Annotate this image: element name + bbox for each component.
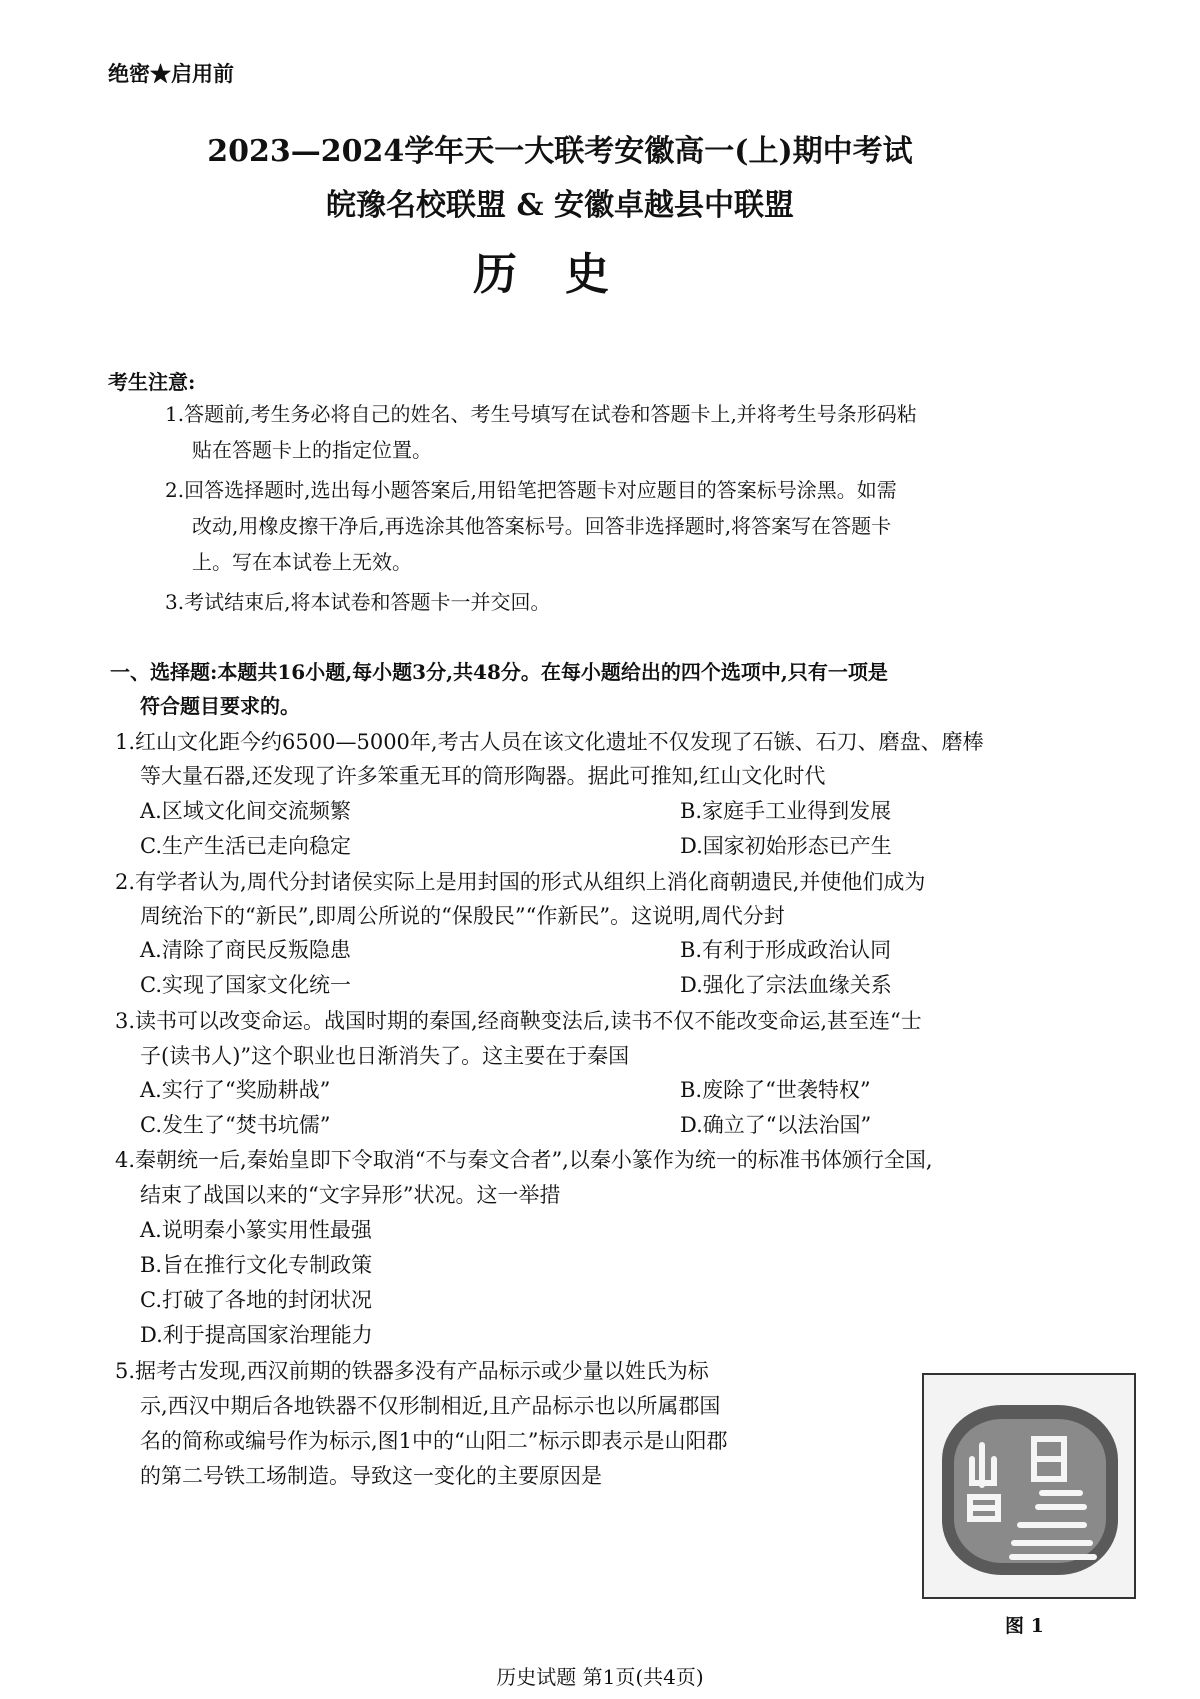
question-2-stem-cont: 周统治下的“新民”,即周公所说的“保殷民”“作新民”。这说明,周代分封 xyxy=(140,904,785,928)
question-2-option-b: B.有利于形成政治认同 xyxy=(680,938,892,962)
figure-caption: 图 1 xyxy=(1005,1615,1044,1637)
notice-line: 1.答题前,考生务必将自己的姓名、考生号填写在试卷和答题卡上,并将考生号条形码粘 xyxy=(165,402,917,426)
question-3-option-a: A.实行了“奖励耕战” xyxy=(140,1078,331,1102)
question-1-stem: 1.红山文化距今约6500—5000年,考古人员在该文化遗址不仅发现了石镞、石刀、磨盘、磨棒 xyxy=(115,730,984,754)
question-5-stem-cont: 的第二号铁工场制造。导致这一变化的主要原因是 xyxy=(140,1464,602,1488)
section-heading: 一、选择题:本题共16小题,每小题3分,共48分。在每小题给出的四个选项中,只有一项是 xyxy=(110,660,888,684)
notice-line: 3.考试结束后,将本试卷和答题卡一并交回。 xyxy=(165,590,551,614)
question-2-option-c: C.实现了国家文化统一 xyxy=(140,973,351,997)
question-3-stem: 3.读书可以改变命运。战国时期的秦国,经商鞅变法后,读书不仅不能改变命运,甚至连“士 xyxy=(115,1009,922,1033)
subject-title: 历史 xyxy=(473,249,657,300)
exam-subtitle: 皖豫名校联盟 & 安徽卓越县中联盟 xyxy=(326,188,794,223)
question-2-stem: 2.有学者认为,周代分封诸侯实际上是用封国的形式从组织上消化商朝遗民,并使他们成为 xyxy=(115,870,926,894)
question-4-option-b: B.旨在推行文化专制政策 xyxy=(140,1253,373,1277)
question-4-stem-cont: 结束了战国以来的“文字异形”状况。这一举措 xyxy=(140,1183,561,1207)
notice-line: 上。写在本试卷上无效。 xyxy=(192,550,412,574)
question-5-stem-cont: 示,西汉中期后各地铁器不仅形制相近,且产品标示也以所属郡国 xyxy=(140,1394,721,1418)
question-1-option-b: B.家庭手工业得到发展 xyxy=(680,799,892,823)
figure-1-image xyxy=(922,1373,1136,1599)
question-1-stem-cont: 等大量石器,还发现了许多笨重无耳的筒形陶器。据此可推知,红山文化时代 xyxy=(140,764,826,788)
question-2-option-a: A.清除了商民反叛隐患 xyxy=(140,938,351,962)
notice-line: 改动,用橡皮擦干净后,再选涂其他答案标号。回答非选择题时,将答案写在答题卡 xyxy=(192,514,892,538)
question-5-stem-cont: 名的简称或编号作为标示,图1中的“山阳二”标示即表示是山阳郡 xyxy=(140,1429,728,1453)
exam-title: 2023—2024学年天一大联考安徽高一(上)期中考试 xyxy=(207,134,913,169)
question-4-stem: 4.秦朝统一后,秦始皇即下令取消“不与秦文合者”,以秦小篆作为统一的标准书体颁行全国, xyxy=(115,1148,933,1172)
page-footer: 历史试题 第1页(共4页) xyxy=(496,1665,704,1689)
question-4-option-a: A.说明秦小篆实用性最强 xyxy=(140,1218,372,1242)
question-4-option-d: D.利于提高国家治理能力 xyxy=(140,1323,373,1347)
question-4-option-c: C.打破了各地的封闭状况 xyxy=(140,1288,372,1312)
question-1-option-c: C.生产生活已走向稳定 xyxy=(140,834,351,858)
question-3-option-d: D.确立了“以法治国” xyxy=(680,1113,872,1137)
question-1-option-d: D.国家初始形态已产生 xyxy=(680,834,892,858)
question-3-stem-cont: 子(读书人)”这个职业也日渐消失了。这主要在于秦国 xyxy=(140,1044,630,1068)
confidential-label: 绝密★启用前 xyxy=(108,61,234,86)
question-3-option-b: B.废除了“世袭特权” xyxy=(680,1078,871,1102)
inscription-rubbing xyxy=(924,1375,1134,1597)
question-5-stem: 5.据考古发现,西汉前期的铁器多没有产品标示或少量以姓氏为标 xyxy=(115,1359,709,1383)
question-3-option-c: C.发生了“焚书坑儒” xyxy=(140,1113,331,1137)
question-1-option-a: A.区域文化间交流频繁 xyxy=(140,799,351,823)
section-heading-cont: 符合题目要求的。 xyxy=(140,694,300,718)
notice-line: 贴在答题卡上的指定位置。 xyxy=(192,438,432,462)
notice-heading: 考生注意: xyxy=(108,370,196,394)
notice-line: 2.回答选择题时,选出每小题答案后,用铅笔把答题卡对应题目的答案标号涂黑。如需 xyxy=(165,478,897,502)
question-2-option-d: D.强化了宗法血缘关系 xyxy=(680,973,892,997)
